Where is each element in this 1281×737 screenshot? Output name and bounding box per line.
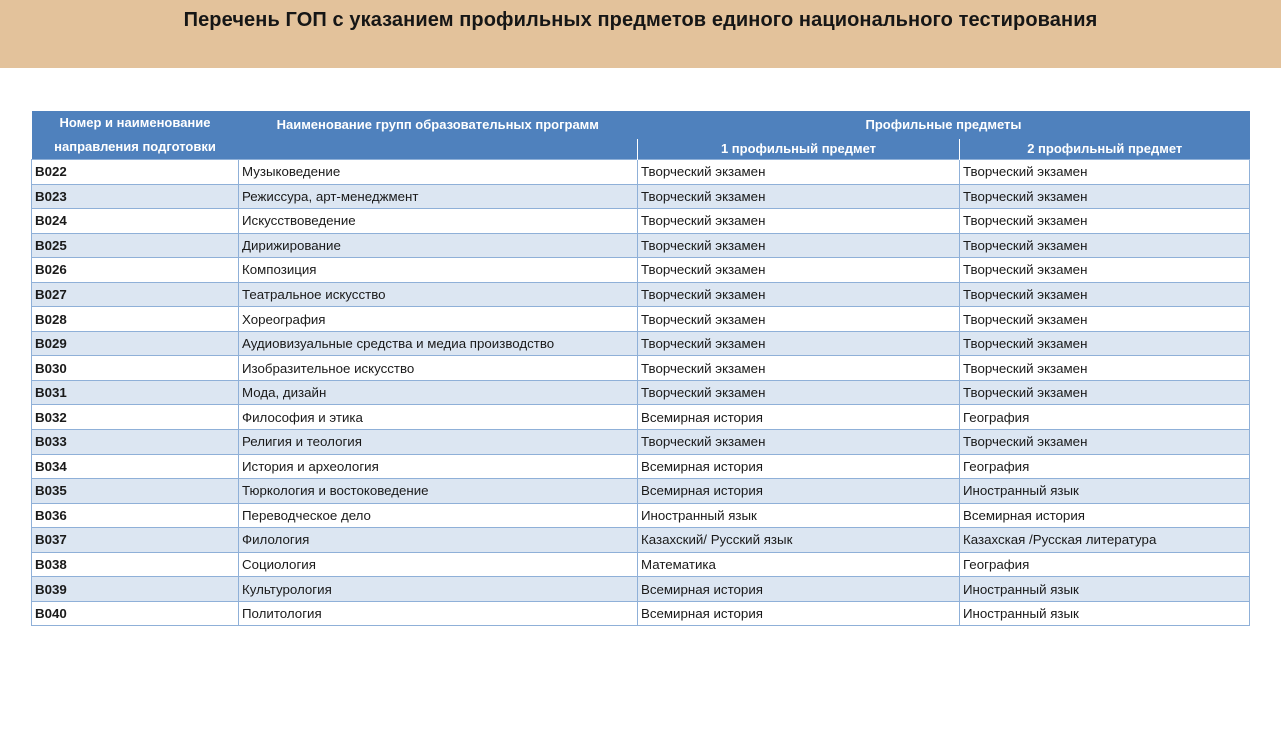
table-row <box>32 577 1250 602</box>
table-row <box>32 552 1250 577</box>
code-cell: B032 <box>32 405 239 430</box>
table-row <box>32 601 1250 626</box>
header-code-line2: направления подготовки <box>54 139 216 154</box>
header-code-line1: Номер и наименование <box>59 115 211 130</box>
code-cell: B037 <box>32 528 239 553</box>
gop-table <box>31 111 1250 626</box>
program-name-cell: Искусствоведение <box>239 209 638 234</box>
subject-2-cell: Иностранный язык <box>960 601 1250 626</box>
program-name-cell: Филология <box>239 528 638 553</box>
program-name-cell: Религия и теология <box>239 430 638 455</box>
table-row <box>32 454 1250 479</box>
subject-1-cell: Творческий экзамен <box>638 380 960 405</box>
code-cell: B026 <box>32 258 239 283</box>
program-name-cell: Тюркология и востоковедение <box>239 479 638 504</box>
program-name-cell: Мода, дизайн <box>239 380 638 405</box>
table-row <box>32 160 1250 185</box>
code-cell: B038 <box>32 552 239 577</box>
subject-2-cell: География <box>960 454 1250 479</box>
subject-2-cell: География <box>960 552 1250 577</box>
subject-2-cell: Творческий экзамен <box>960 430 1250 455</box>
subject-2-cell: Творческий экзамен <box>960 331 1250 356</box>
header-code <box>32 111 239 160</box>
gop-table-container <box>31 111 1249 626</box>
subject-1-cell: Творческий экзамен <box>638 331 960 356</box>
subject-2-cell: Творческий экзамен <box>960 184 1250 209</box>
program-name-cell: Изобразительное искусство <box>239 356 638 381</box>
subject-1-cell: Творческий экзамен <box>638 356 960 381</box>
code-cell: B023 <box>32 184 239 209</box>
subject-1-cell: Творческий экзамен <box>638 307 960 332</box>
subject-2-cell: География <box>960 405 1250 430</box>
table-row <box>32 307 1250 332</box>
table-row <box>32 209 1250 234</box>
program-name-cell: Композиция <box>239 258 638 283</box>
code-cell: B035 <box>32 479 239 504</box>
subject-2-cell: Всемирная история <box>960 503 1250 528</box>
page-title: Перечень ГОП с указанием профильных предметов единого национального тестирования <box>183 9 1098 31</box>
subject-2-cell: Творческий экзамен <box>960 282 1250 307</box>
table-row <box>32 258 1250 283</box>
title-banner <box>0 0 1281 68</box>
program-name-cell: Хореография <box>239 307 638 332</box>
code-cell: B022 <box>32 160 239 185</box>
program-name-cell: Культурология <box>239 577 638 602</box>
table-row <box>32 405 1250 430</box>
program-name-cell: Социология <box>239 552 638 577</box>
table-row <box>32 380 1250 405</box>
subject-1-cell: Творческий экзамен <box>638 233 960 258</box>
table-row <box>32 430 1250 455</box>
code-cell: B031 <box>32 380 239 405</box>
table-row <box>32 503 1250 528</box>
subject-1-cell: Иностранный язык <box>638 503 960 528</box>
header-profile-subjects: Профильные предметы <box>638 111 1250 139</box>
program-name-cell: Переводческое дело <box>239 503 638 528</box>
table-row <box>32 233 1250 258</box>
code-cell: B036 <box>32 503 239 528</box>
code-cell: B039 <box>32 577 239 602</box>
subject-1-cell: Всемирная история <box>638 479 960 504</box>
subject-1-cell: Всемирная история <box>638 601 960 626</box>
subject-2-cell: Иностранный язык <box>960 479 1250 504</box>
subject-2-cell: Творческий экзамен <box>960 380 1250 405</box>
subject-2-cell: Иностранный язык <box>960 577 1250 602</box>
subject-1-cell: Всемирная история <box>638 454 960 479</box>
table-row <box>32 331 1250 356</box>
program-name-cell: История и археология <box>239 454 638 479</box>
subject-1-cell: Казахский/ Русский язык <box>638 528 960 553</box>
code-cell: B028 <box>32 307 239 332</box>
subject-1-cell: Творческий экзамен <box>638 209 960 234</box>
program-name-cell: Философия и этика <box>239 405 638 430</box>
program-name-cell: Музыковедение <box>239 160 638 185</box>
program-name-cell: Режиссура, арт-менеджмент <box>239 184 638 209</box>
subject-1-cell: Всемирная история <box>638 577 960 602</box>
header-name: Наименование групп образовательных программ <box>239 111 638 160</box>
table-header <box>32 111 1250 160</box>
subject-1-cell: Творческий экзамен <box>638 258 960 283</box>
code-cell: B029 <box>32 331 239 356</box>
subject-2-cell: Казахская /Русская литература <box>960 528 1250 553</box>
program-name-cell: Театральное искусство <box>239 282 638 307</box>
subject-1-cell: Творческий экзамен <box>638 160 960 185</box>
subject-1-cell: Творческий экзамен <box>638 184 960 209</box>
code-cell: B033 <box>32 430 239 455</box>
subject-1-cell: Всемирная история <box>638 405 960 430</box>
program-name-cell: Дирижирование <box>239 233 638 258</box>
subject-1-cell: Творческий экзамен <box>638 282 960 307</box>
header-subject-2: 2 профильный предмет <box>960 139 1250 160</box>
subject-2-cell: Творческий экзамен <box>960 160 1250 185</box>
code-cell: B040 <box>32 601 239 626</box>
subject-2-cell: Творческий экзамен <box>960 356 1250 381</box>
code-cell: B030 <box>32 356 239 381</box>
table-row <box>32 282 1250 307</box>
program-name-cell: Политология <box>239 601 638 626</box>
subject-2-cell: Творческий экзамен <box>960 307 1250 332</box>
code-cell: B034 <box>32 454 239 479</box>
code-cell: B024 <box>32 209 239 234</box>
program-name-cell: Аудиовизуальные средства и медиа производство <box>239 331 638 356</box>
subject-2-cell: Творческий экзамен <box>960 258 1250 283</box>
header-subject-1: 1 профильный предмет <box>638 139 960 160</box>
code-cell: B025 <box>32 233 239 258</box>
table-row <box>32 184 1250 209</box>
subject-1-cell: Математика <box>638 552 960 577</box>
subject-1-cell: Творческий экзамен <box>638 430 960 455</box>
table-row <box>32 479 1250 504</box>
subject-2-cell: Творческий экзамен <box>960 233 1250 258</box>
code-cell: B027 <box>32 282 239 307</box>
table-row <box>32 528 1250 553</box>
table-row <box>32 356 1250 381</box>
table-body <box>32 160 1250 626</box>
subject-2-cell: Творческий экзамен <box>960 209 1250 234</box>
